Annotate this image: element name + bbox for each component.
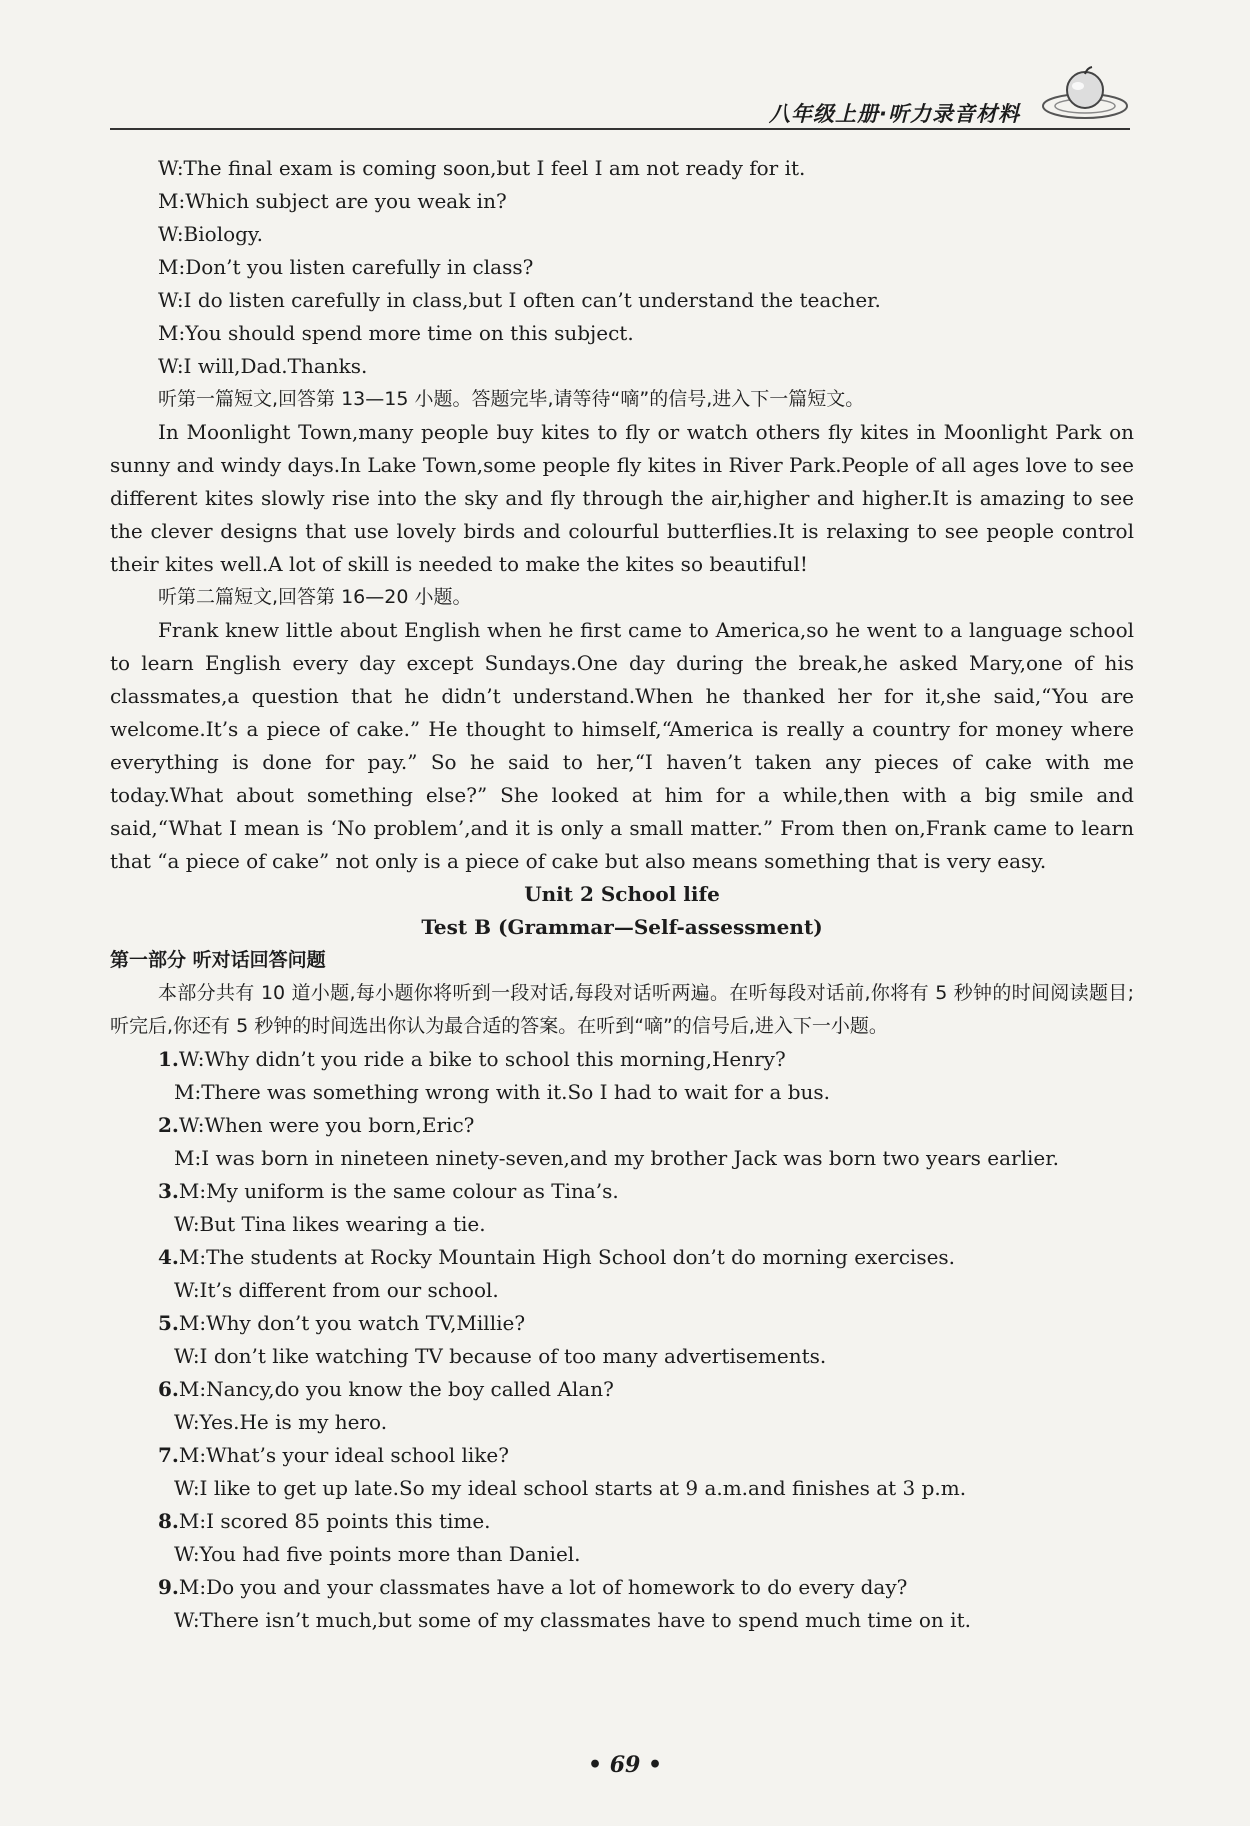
dialogue-line: M:Which subject are you weak in? [158,189,507,213]
question-item [110,1505,1134,1538]
question-line-b: W:But Tina likes wearing a tie. [174,1212,486,1236]
question-line-b: M:There was something wrong with it.So I had to wait for a bus. [174,1080,831,1104]
question-item [110,1373,1134,1406]
dialogue-line: W:I do listen carefully in class,but I often can’t understand the teacher. [158,288,881,312]
question-line-b: W:You had five points more than Daniel. [174,1542,581,1566]
part1-instructions: 本部分共有 10 道小题,每小题你将听到一段对话,每段对话听两遍。在听每段对话前,你将有 5 秒钟的时间阅读题目;听完后,你还有 5 秒钟的时间选出你认为最合适的答案。在听到“嘀”的信号后,进入下一小题。 [110,982,1134,1037]
question-number: 3. [158,1179,179,1203]
question-item [110,1043,1134,1076]
question-item [110,1241,1134,1274]
question-line-a: M:Why don’t you watch TV,Millie? [178,1311,526,1335]
question-item [110,1109,1134,1142]
dialogue-line: M:Don’t you listen carefully in class? [158,255,534,279]
question-line-a: M:What’s your ideal school like? [178,1443,509,1467]
question-line-b: W:It’s different from our school. [174,1278,499,1302]
question-item [110,1307,1134,1340]
unit-title: Unit 2 School life [524,882,720,906]
question-line-a: W:Why didn’t you ride a bike to school this morning,Henry? [178,1047,786,1071]
test-title: Test B (Grammar—Self-assessment) [421,915,823,939]
question-line-a: M:I scored 85 points this time. [178,1509,491,1533]
question-line-b: W:Yes.He is my hero. [174,1410,388,1434]
question-number: 4. [158,1245,179,1269]
question-number: 6. [158,1377,179,1401]
page-content [110,152,1134,1637]
question-number: 2. [158,1113,179,1137]
passage2-text: Frank knew little about English when he first came to America,so he went to a language school to learn English every day except Sundays.One day during the break,he asked Mary,one of his classmates,a question that he didn’t understand.When he thanked her for it,she said,“You are welcome.It’s a piece of cake.” He thought to himself,“America is really a country for money where everything is done for pay.” So he said to her,“I haven’t taken any pieces of cake with me today.What about something else?” She looked at him for a while,then with a big smile and said,“What I mean is ‘No problem’,and it is only a small matter.” From then on,Frank came to learn that “a piece of cake” not only is a piece of cake but also means something that is very easy. [110,618,1134,873]
dialogue-line: M:You should spend more time on this subject. [158,321,634,345]
page-number: • 69 • [587,1752,663,1778]
question-number: 8. [158,1509,179,1533]
question-line-a: W:When were you born,Eric? [178,1113,475,1137]
passage1-text: In Moonlight Town,many people buy kites to fly or watch others fly kites in Moonlight Park on sunny and windy days.In Lake Town,some people fly kites in River Park.People of all ages love to see different kites slowly rise into the sky and fly through the air,higher and higher.It is amazing to see the clever designs that use lovely birds and colourful butterflies.It is relaxing to see people control their kites well.A lot of skill is needed to make the kites so beautiful! [110,420,1134,576]
question-item [110,1175,1134,1208]
question-line-b: W:There isn’t much,but some of my classmates have to spend much time on it. [174,1608,971,1632]
dialogue-line: W:I will,Dad.Thanks. [158,354,368,378]
question-list [110,1043,1134,1637]
dialogue-line: W:Biology. [158,222,263,246]
page-header [110,70,1130,132]
question-number: 1. [158,1047,179,1071]
question-line-a: M:My uniform is the same colour as Tina’s. [178,1179,619,1203]
question-line-b: W:I like to get up late.So my ideal school starts at 9 a.m.and finishes at 3 p.m. [174,1476,967,1500]
passage1-instruction: 听第一篇短文,回答第 13—15 小题。答题完毕,请等待“嘀”的信号,进入下一篇短文。 [158,388,865,410]
question-item [110,1439,1134,1472]
question-number: 7. [158,1443,179,1467]
part1-heading: 第一部分 听对话回答问题 [110,949,326,971]
question-line-b: W:I don’t like watching TV because of too many advertisements. [174,1344,827,1368]
dialogue-line: W:The final exam is coming soon,but I feel I am not ready for it. [158,156,806,180]
question-line-a: M:Do you and your classmates have a lot of homework to do every day? [178,1575,908,1599]
question-line-b: M:I was born in nineteen ninety-seven,and my brother Jack was born two years earlier. [174,1146,1059,1170]
header-rule [110,128,1130,130]
question-number: 5. [158,1311,179,1335]
question-item [110,1571,1134,1604]
apple-disc-icon [1040,66,1130,122]
question-line-a: M:The students at Rocky Mountain High School don’t do morning exercises. [178,1245,956,1269]
header-title: 八年级上册·听力录音材料 [769,102,1020,126]
passage2-instruction: 听第二篇短文,回答第 16—20 小题。 [158,586,472,608]
question-line-a: M:Nancy,do you know the boy called Alan? [178,1377,614,1401]
question-number: 9. [158,1575,179,1599]
